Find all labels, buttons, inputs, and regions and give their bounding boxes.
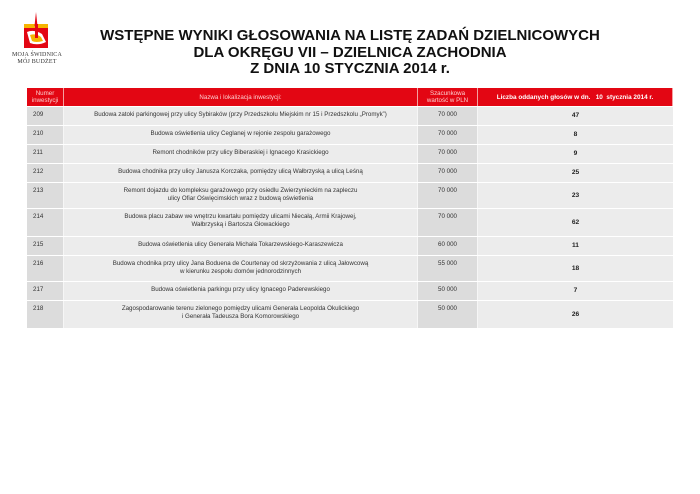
row-votes: 25 (478, 164, 673, 182)
row-name-line1: Budowa oświetlenia ulicy Ceglanej w rejonie zespołu garażowego (150, 130, 331, 137)
row-votes: 18 (478, 256, 673, 281)
row-name (64, 237, 418, 255)
row-value: 60 000 (418, 237, 478, 255)
header-value-line1: Szacunkowa (429, 90, 466, 97)
row-votes: 62 (478, 209, 673, 236)
row-name-line2: i Generała Tadeusza Bora Komorowskiego (181, 312, 300, 320)
title-line1: WSTĘPNE WYNIKI GŁOSOWANIA NA LISTĘ ZADAŃ DZIELNICOWYCH (100, 27, 600, 44)
row-name (64, 164, 418, 182)
header-number-line2: inwestycji (31, 97, 59, 104)
logo-text-line1: MOJA ŚWIDNICA (11, 52, 63, 58)
row-value: 70 000 (418, 209, 478, 236)
row-name (64, 282, 418, 300)
row-number: 216 (27, 256, 64, 281)
table-row (27, 237, 673, 255)
row-name-line1: Remont dojazdu do kompleksu garażowego przy osiedlu Zwierzynieckim na zapleczu (123, 187, 358, 194)
row-votes: 47 (478, 107, 673, 125)
row-value: 50 000 (418, 301, 478, 328)
header-number (27, 88, 64, 106)
row-value: 55 000 (418, 256, 478, 281)
row-name-line1: Remont chodników przy ulicy Biberaskiej i Ignacego Krasickiego (152, 149, 329, 156)
row-name (64, 126, 418, 144)
header-votes: Liczba oddanych głosów w dn. 10 stycznia 2014 r. (478, 88, 673, 106)
row-number: 212 (27, 164, 64, 182)
row-name-line1: Budowa chodnika przy ulicy Janusza Korczaka, pomiędzy ulicą Wałbrzyską a ulicą Leśną (118, 168, 363, 175)
row-number: 218 (27, 301, 64, 328)
row-name-line1: Budowa oświetlenia ulicy Generała Michała Tokarzewskiego-Karaszewicza (138, 241, 343, 248)
row-number: 217 (27, 282, 64, 300)
table-row (27, 183, 673, 208)
row-name (64, 209, 418, 236)
row-number: 210 (27, 126, 64, 144)
row-number: 215 (27, 237, 64, 255)
table-row (27, 145, 673, 163)
table-row (27, 126, 673, 144)
table-row (27, 256, 673, 281)
row-name-line2: w kierunku zespołu domów jednorodzinnych (179, 267, 302, 275)
row-name-line1: Budowa oświetlenia parkingu przy ulicy Ignacego Paderewskiego (151, 286, 330, 293)
row-value: 70 000 (418, 164, 478, 182)
table-row (27, 301, 673, 328)
logo-text (6, 52, 68, 66)
row-name (64, 107, 418, 125)
row-name (64, 183, 418, 208)
row-votes: 23 (478, 183, 673, 208)
row-value: 70 000 (418, 183, 478, 208)
header-name: Nazwa i lokalizacja inwestycji: (64, 88, 418, 106)
row-number: 211 (27, 145, 64, 163)
row-name-line2: ulicy Ofiar Oświęcimskich wraz z budową oświetlenia (167, 194, 314, 202)
header-value (418, 88, 478, 106)
row-name (64, 301, 418, 328)
logo-text-line2: MÓJ BUDŻET (17, 59, 57, 65)
row-votes: 7 (478, 282, 673, 300)
page-title (90, 28, 610, 78)
row-votes: 8 (478, 126, 673, 144)
logo-emblem-icon (22, 12, 52, 50)
row-name (64, 145, 418, 163)
table-row (27, 209, 673, 236)
header-value-line2: wartość w PLN (426, 97, 469, 104)
row-name-line1: Zagospodarowanie terenu zielonego pomiędzy ulicami Generała Leopolda Okulickiego (121, 305, 360, 312)
row-name-line1: Budowa zatoki parkingowej przy ulicy Sybiraków (przy Przedszkolu Miejskim nr 15 i Przedszkolu „Promyk”) (94, 111, 387, 118)
row-value: 70 000 (418, 126, 478, 144)
table-header-row (27, 88, 673, 106)
row-votes: 11 (478, 237, 673, 255)
row-name-line2: Wałbrzyską i Bartosza Głowackiego (191, 220, 290, 228)
row-number: 213 (27, 183, 64, 208)
title-line2: DLA OKRĘGU VII – DZIELNICA ZACHODNIA (193, 43, 507, 61)
row-name-line1: Budowa chodnika przy ulicy Jana Boduena de Courtenay od skrzyżowania z ulicą Jałowcową (112, 260, 369, 267)
row-value: 70 000 (418, 145, 478, 163)
row-name-line1: Budowa placu zabaw we wnętrzu kwartału pomiędzy ulicami Niecałą, Armii Krajowej, (124, 213, 357, 220)
logo (6, 12, 68, 68)
row-number: 209 (27, 107, 64, 125)
table-row (27, 107, 673, 125)
table-row (27, 164, 673, 182)
row-number: 214 (27, 209, 64, 236)
row-value: 50 000 (418, 282, 478, 300)
results-table (27, 87, 673, 329)
row-name (64, 256, 418, 281)
table-row (27, 282, 673, 300)
row-votes: 9 (478, 145, 673, 163)
header-number-line1: Numer (35, 90, 55, 97)
title-line3: Z DNIA 10 STYCZNIA 2014 r. (250, 60, 450, 77)
row-value: 70 000 (418, 107, 478, 125)
row-votes: 26 (478, 301, 673, 328)
